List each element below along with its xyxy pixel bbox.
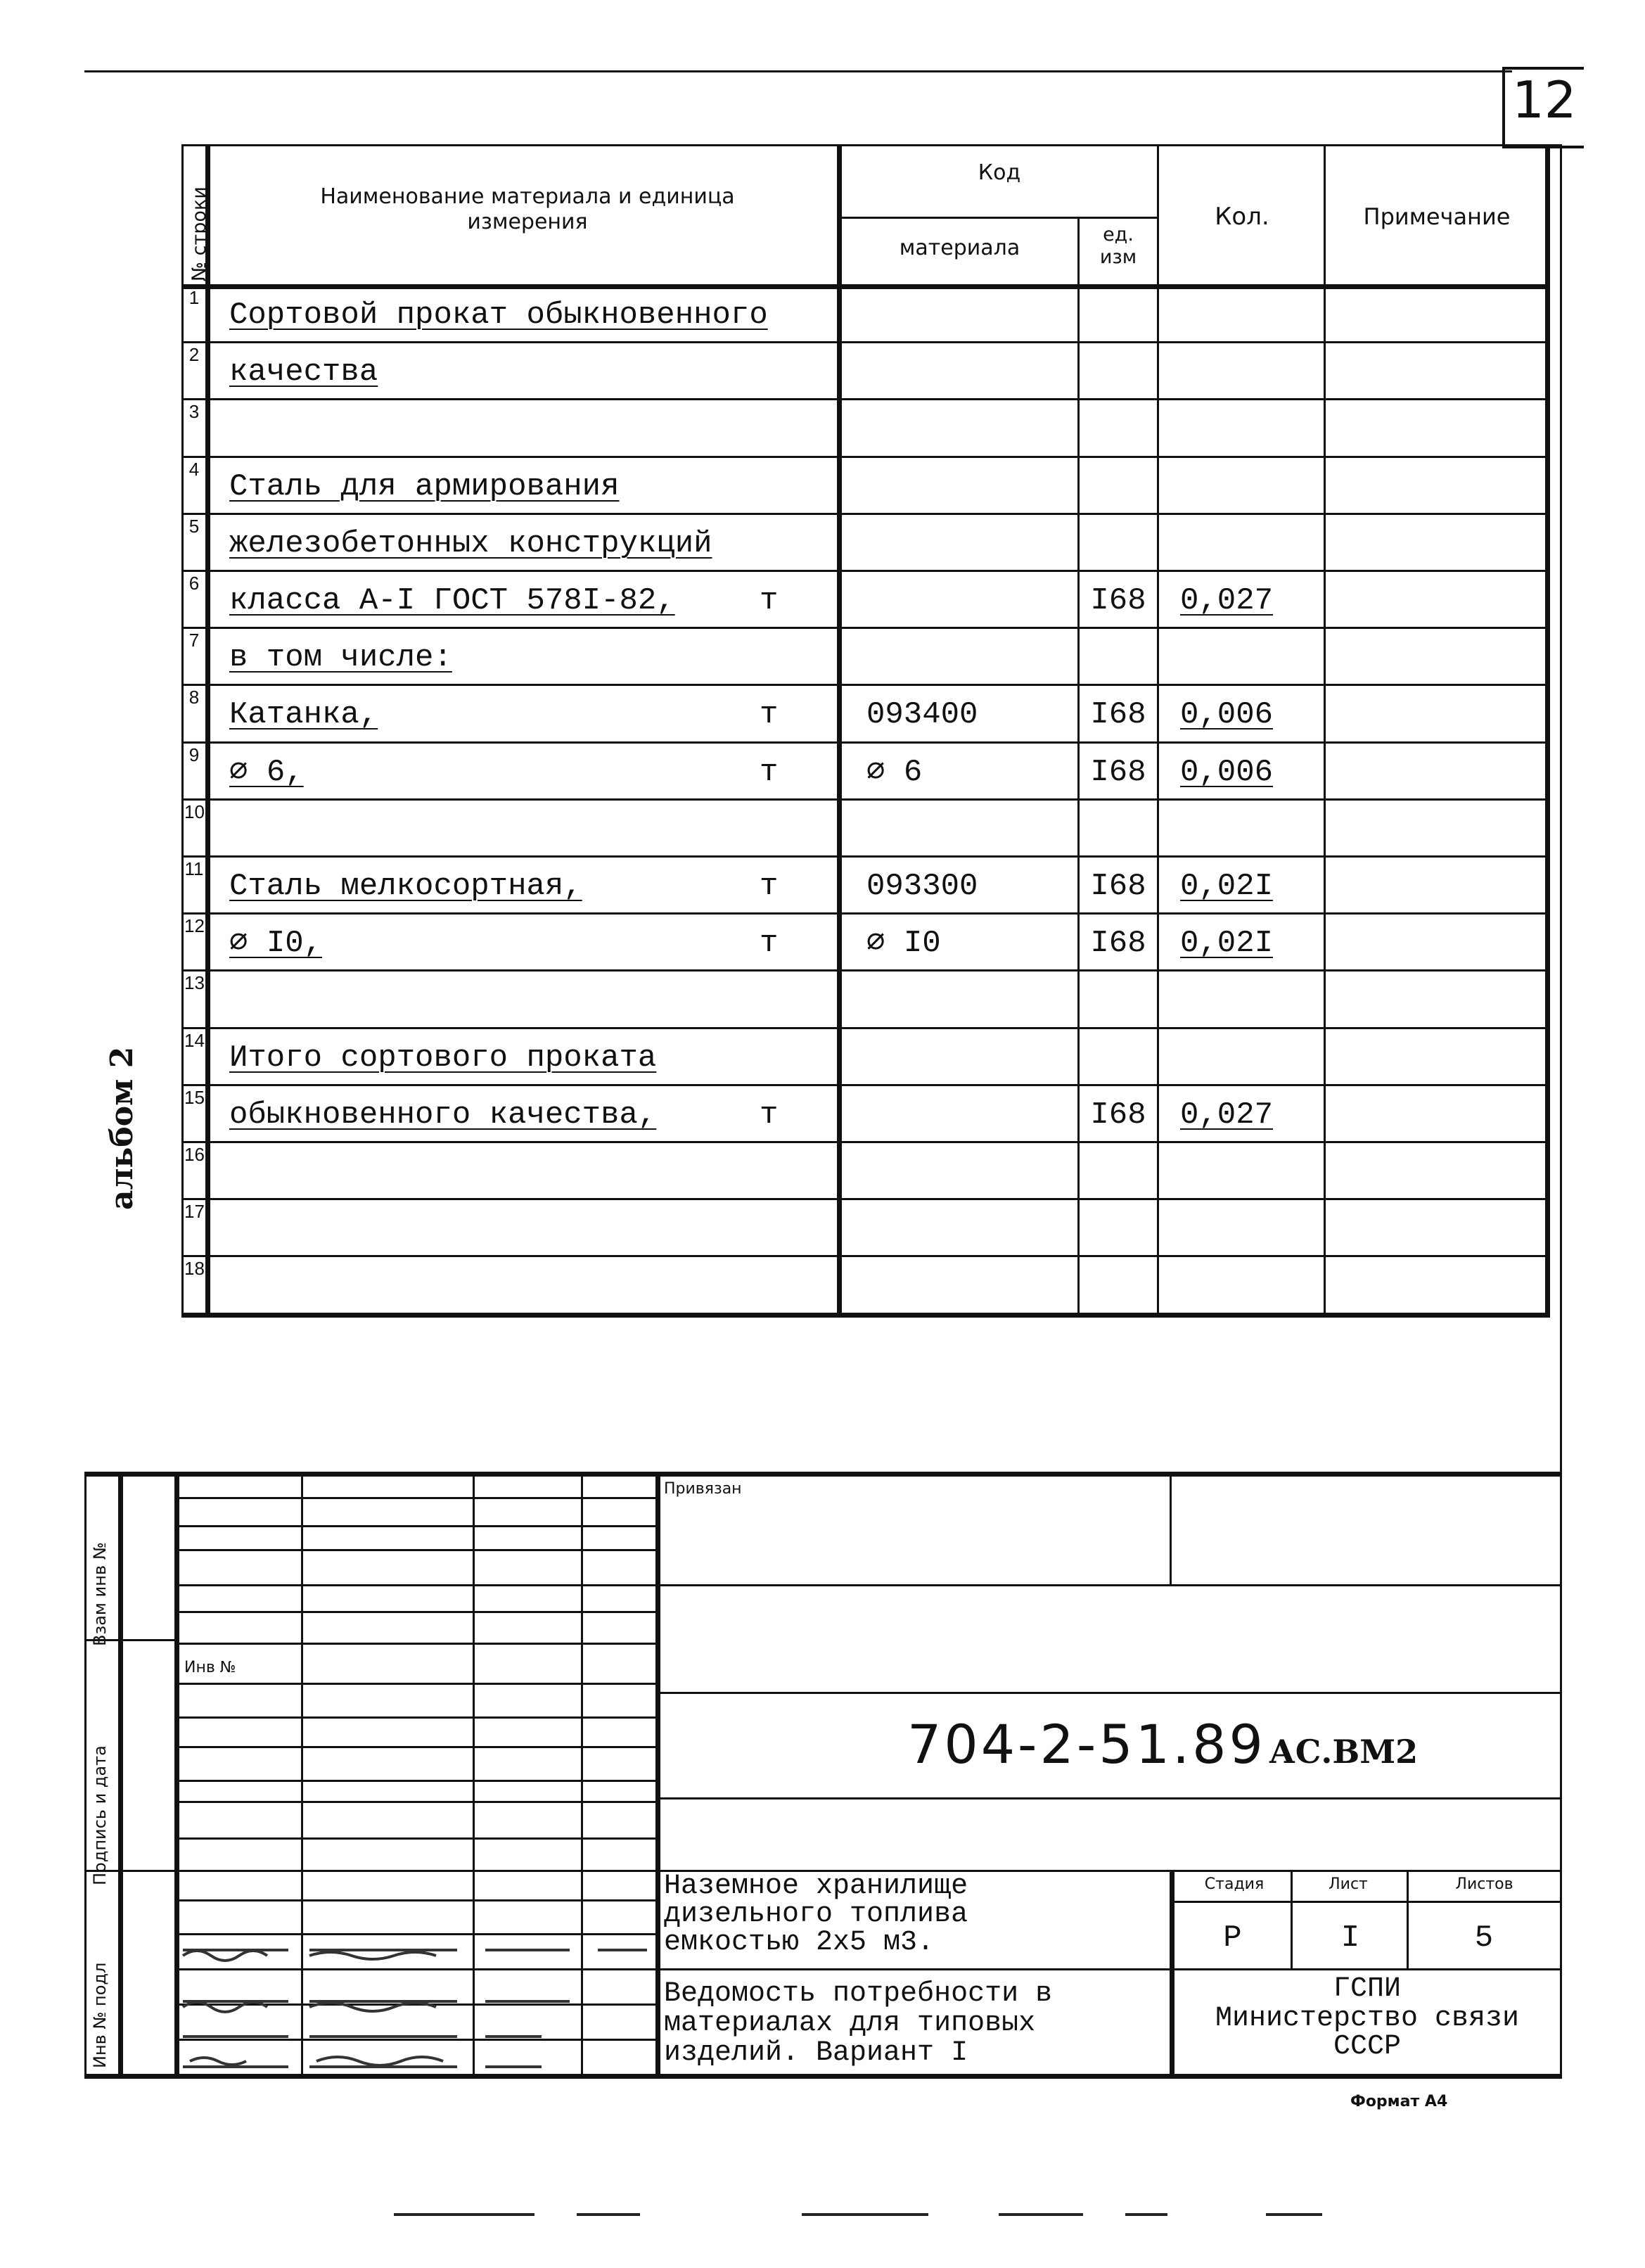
row-divider xyxy=(181,1141,1550,1143)
sheet-value: I xyxy=(1340,1920,1360,1956)
unit-code: I68 xyxy=(1090,697,1146,732)
title-block-row-line xyxy=(174,1683,655,1685)
title-block-row-line xyxy=(174,1643,655,1645)
row-divider xyxy=(181,398,1550,400)
document-code-suffix: АС.ВМ2 xyxy=(1269,1733,1419,1771)
sheets-label: Листов xyxy=(1455,1875,1513,1893)
material-name: Сталь мелкосортная, xyxy=(229,869,582,904)
quantity: 0,02I xyxy=(1180,869,1274,904)
material-unit: т xyxy=(760,697,779,732)
project-line-2: дизельного топлива xyxy=(664,1899,968,1930)
material-code: 093300 xyxy=(866,869,978,904)
row-divider xyxy=(181,855,1550,858)
row-number: 14 xyxy=(184,1030,205,1051)
title-block-row-line xyxy=(174,1801,655,1803)
title-block-row-line xyxy=(174,1870,655,1872)
row-number: 5 xyxy=(188,516,200,537)
row-number: 9 xyxy=(188,744,200,765)
title-block-row-line xyxy=(174,1899,655,1901)
material-name: Итого сортового проката xyxy=(229,1040,657,1076)
row-divider xyxy=(181,456,1550,458)
sheet-title-line-1: Ведомость потребности в xyxy=(664,1978,1053,2010)
title-block-row-line xyxy=(174,1549,655,1551)
material-name: Сортовой прокат обыкновенного xyxy=(229,298,768,333)
org-line-3: СССР xyxy=(1333,2031,1401,2063)
side-label-replaced-inv: Взам инв № xyxy=(90,1542,110,1646)
unit-code: I68 xyxy=(1090,869,1146,904)
side-label-original-inv: Инв № подл xyxy=(90,1962,110,2068)
row-divider xyxy=(181,798,1550,801)
material-name: железобетонных конструкций xyxy=(229,526,712,561)
row-divider xyxy=(181,1084,1550,1086)
header-qty: Кол. xyxy=(1215,203,1269,231)
row-number: 7 xyxy=(188,630,200,651)
document-code-number: 704-2-51.89 xyxy=(907,1713,1266,1776)
row-divider xyxy=(181,1027,1550,1029)
material-unit: т xyxy=(760,869,779,904)
material-name: ⌀ 6, xyxy=(229,755,304,790)
title-block-row-line xyxy=(174,1780,655,1782)
material-name: качества xyxy=(229,355,378,390)
org-line-1: ГСПИ xyxy=(1333,1973,1401,2005)
material-name: Сталь для армирования xyxy=(229,469,620,504)
sheet-label: Лист xyxy=(1329,1875,1368,1893)
signature-scribbles-graphic xyxy=(176,1935,654,2072)
row-number: 3 xyxy=(188,401,200,422)
project-line-3: емкостью 2х5 м3. xyxy=(664,1927,935,1958)
row-divider xyxy=(181,969,1550,971)
material-code: ⌀ I0 xyxy=(866,926,941,961)
row-divider xyxy=(181,570,1550,572)
org-line-2: Министерство связи xyxy=(1215,2003,1520,2034)
row-number: 6 xyxy=(188,573,200,594)
header-code-unit: ед. изм xyxy=(1099,224,1137,268)
bottom-cut-line-graphic xyxy=(394,2212,1322,2217)
unit-code: I68 xyxy=(1090,755,1146,790)
header-code: Код xyxy=(978,160,1021,185)
material-unit: т xyxy=(760,755,779,790)
material-code: 093400 xyxy=(866,697,978,732)
title-block-row-line xyxy=(174,1611,655,1613)
row-divider xyxy=(181,741,1550,744)
linked-label: Привязан xyxy=(664,1480,742,1498)
title-block-row-line xyxy=(174,1497,655,1499)
sheet-title-line-2: материалах для типовых xyxy=(664,2008,1036,2039)
title-block-row-line xyxy=(174,1584,655,1586)
row-number: 13 xyxy=(184,972,205,993)
row-number: 4 xyxy=(188,459,200,480)
unit-code: I68 xyxy=(1090,583,1146,618)
project-line-1: Наземное хранилище xyxy=(664,1871,968,1902)
unit-code: I68 xyxy=(1090,926,1146,961)
side-label-signature-date: Подпись и дата xyxy=(90,1745,110,1885)
material-unit: т xyxy=(760,583,779,618)
material-name: в том числе: xyxy=(229,640,452,675)
sheet-number: 12 xyxy=(1512,70,1577,129)
header-code-material: материала xyxy=(899,236,1020,260)
signature-scribbles xyxy=(176,1935,654,2072)
bottom-cut-line xyxy=(394,2208,1322,2210)
header-note: Примечание xyxy=(1363,203,1511,230)
row-number: 17 xyxy=(184,1201,205,1222)
row-divider xyxy=(181,341,1550,343)
material-name: класса А-I ГОСТ 578I-82, xyxy=(229,583,675,618)
title-block-row-line xyxy=(174,1837,655,1840)
stage-value: Р xyxy=(1223,1920,1242,1956)
material-name: ⌀ I0, xyxy=(229,926,323,961)
row-divider xyxy=(181,1198,1550,1200)
inv-label: Инв № xyxy=(184,1659,236,1676)
row-number: 8 xyxy=(188,687,200,708)
row-divider xyxy=(181,1255,1550,1257)
material-unit: т xyxy=(760,926,779,961)
row-divider xyxy=(181,627,1550,629)
row-number: 11 xyxy=(184,858,204,879)
material-unit: т xyxy=(760,1097,779,1133)
quantity: 0,006 xyxy=(1180,755,1274,790)
material-code: ⌀ 6 xyxy=(866,755,923,790)
material-name: Катанка, xyxy=(229,697,378,732)
document-code xyxy=(907,1713,1418,1776)
material-name: обыкновенного качества, xyxy=(229,1097,657,1133)
row-number: 15 xyxy=(184,1087,205,1108)
row-divider xyxy=(181,513,1550,515)
title-block-row-line xyxy=(174,1525,655,1527)
title-block-row-line xyxy=(174,1716,655,1719)
row-number: 10 xyxy=(184,801,205,822)
format-label: Формат А4 xyxy=(1350,2093,1448,2110)
row-number: 1 xyxy=(188,287,200,308)
row-number: 12 xyxy=(184,915,205,936)
row-number: 16 xyxy=(184,1144,205,1165)
title-block-row-line xyxy=(174,1746,655,1748)
stage-label: Стадия xyxy=(1204,1875,1265,1893)
row-divider xyxy=(181,912,1550,915)
album-label: альбом 2 xyxy=(104,1046,140,1210)
header-row-number: № строки xyxy=(188,186,210,281)
quantity: 0,027 xyxy=(1180,583,1274,618)
quantity: 0,027 xyxy=(1180,1097,1274,1133)
sheet-title-line-3: изделий. Вариант I xyxy=(664,2037,968,2069)
top-rule xyxy=(84,70,1512,72)
quantity: 0,02I xyxy=(1180,926,1274,961)
quantity: 0,006 xyxy=(1180,697,1274,732)
row-divider xyxy=(181,684,1550,686)
unit-code: I68 xyxy=(1090,1097,1146,1133)
header-name: Наименование материала и единица измерения xyxy=(320,184,735,234)
row-number: 2 xyxy=(188,344,200,365)
row-number: 18 xyxy=(184,1258,205,1279)
sheets-value: 5 xyxy=(1474,1920,1494,1956)
